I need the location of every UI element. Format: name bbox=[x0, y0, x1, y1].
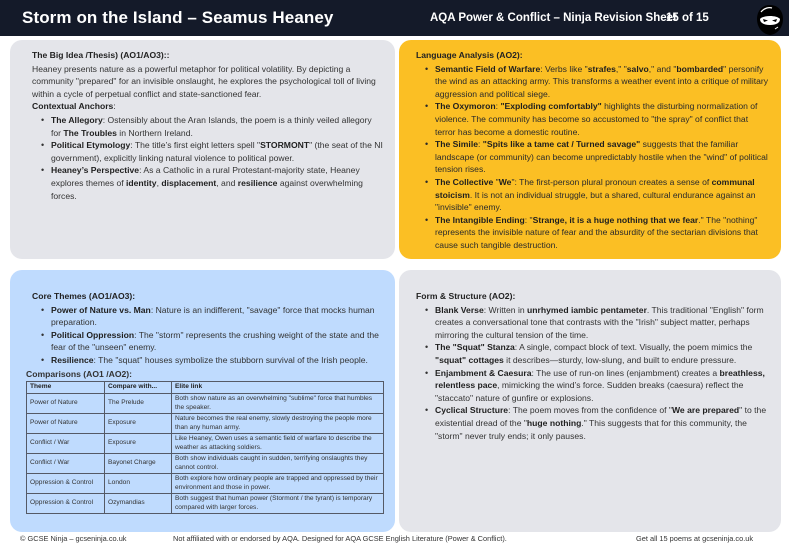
list-item: • Political Oppression: The "storm" represents the crushing weight of the state and the fear of the "unseen" enemy. bbox=[41, 329, 383, 354]
list-item: • Cyclical Structure: The poem moves from the confidence of "We are prepared" to the existential dread of the "huge nothing." This suggests that for this community, the "storm" never truly ends; it only pauses. bbox=[425, 404, 769, 442]
list-item: • Heaney’s Perspective: As a Catholic in a rural Protestant-majority state, Heaney explores themes of identity, displacement, and resilience against overwhelming forces. bbox=[41, 164, 383, 202]
themes-list bbox=[41, 304, 383, 367]
language-panel bbox=[399, 40, 781, 259]
disclaimer-text: Not affiliated with or endorsed by AQA. Designed for AQA GCSE English Literature (Power & Conflict). bbox=[173, 534, 507, 543]
table-row: Power of Nature Exposure Nature becomes the real enemy, slowly destroying the people more than any human army. bbox=[27, 414, 384, 434]
page-header bbox=[0, 0, 789, 36]
table-row: Oppression & Control London Both explore how ordinary people are trapped and oppressed by their environment and those in power. bbox=[27, 474, 384, 494]
form-structure-panel bbox=[399, 270, 781, 532]
comparisons-table bbox=[26, 381, 384, 514]
list-item: • Power of Nature vs. Man: Nature is an indifferent, "savage" force that mocks human preparation. bbox=[41, 304, 383, 329]
list-item: • Blank Verse: Written in unrhymed iambic pentameter. This traditional "English" form creates a conversational tone that contrasts with the "Irish" subject matter, perhaps mirroring the cultural tension of the time. bbox=[425, 304, 769, 342]
list-item: • The Simile: "Spits like a tame cat / Turned savage" suggests that the familiar landscape (or community) can become unpredictably hostile when the "wind" of political tension rises. bbox=[425, 138, 769, 176]
table-row: Power of Nature The Prelude Both show nature as an overwhelming "sublime" force that humbles the speaker. bbox=[27, 394, 384, 414]
list-item: • Political Etymology: The title’s first eight letters spell "STORMONT" (the seat of the NI government), explicitly linking natural violence to political power. bbox=[41, 139, 383, 164]
list-item: • The Intangible Ending: "Strange, it is a huge nothing that we fear." The "nothing" represents the invisible nature of fear and the absurdity of the sectarian divisions that cause such tangible destruction. bbox=[425, 214, 769, 252]
comparisons-heading: Comparisons (AO1 /AO2): bbox=[26, 368, 133, 379]
language-list bbox=[425, 63, 769, 252]
language-heading: Language Analysis (AO2): bbox=[416, 50, 523, 60]
list-item: • The Oxymoron: "Exploding comfortably" highlights the disturbing normalization of violence. The community has become so accustomed to "the spray" of conflict that terror has become a domestic routine. bbox=[425, 100, 769, 138]
form-heading: Form & Structure (AO2): bbox=[416, 291, 516, 301]
context-heading: Contextual Anchors: bbox=[32, 101, 116, 112]
sheet-subtitle: AQA Power & Conflict – Ninja Revision Sheet bbox=[430, 12, 677, 24]
column-header: Compare with... bbox=[105, 382, 172, 394]
list-item: • The "Squat" Stanza: A single, compact block of text. Visually, the poem mimics the "squat" cottages it describes—sturdy, low-slung, and built to endure pressure. bbox=[425, 341, 769, 366]
copyright-text: © GCSE Ninja – gcseninja.co.uk bbox=[20, 534, 127, 543]
page-title: Storm on the Island – Seamus Heaney bbox=[22, 8, 334, 27]
table-row: Oppression & Control Ozymandias Both suggest that human power (Stormont / the tyrant) is temporary compared with larger forces. bbox=[27, 494, 384, 514]
page-number: 15 of 15 bbox=[666, 12, 709, 24]
themes-panel bbox=[10, 270, 395, 532]
ninja-mask-icon bbox=[755, 4, 785, 36]
page-footer bbox=[0, 533, 789, 545]
thesis-panel bbox=[10, 40, 395, 259]
list-item: • The Allegory: Ostensibly about the Aran Islands, the poem is a thinly veiled allegory for The Troubles in Northern Ireland. bbox=[41, 114, 383, 139]
themes-heading: Core Themes (AO1/AO3): bbox=[32, 291, 136, 301]
thesis-body: Heaney presents nature as a powerful metaphor for political volatility. By depicting a community "prepared" for an invisible onslaught, he explores the psychological toll of living within a cycle of perpetual conflict and state-sanctioned fear. bbox=[32, 63, 376, 99]
thesis-heading: The Big Idea /Thesis) (AO1/AO3):: bbox=[32, 50, 170, 60]
context-list bbox=[41, 114, 383, 202]
list-item: • Semantic Field of Warfare: Verbs like "strafes," "salvo," and "bombarded" personify the wind as an attacking army. This transforms a weather event into a critique of military aggression and political siege. bbox=[425, 63, 769, 101]
table-row: Conflict / War Bayonet Charge Both show individuals caught in sudden, terrifying onslaughts they cannot control. bbox=[27, 454, 384, 474]
column-header: Elite link bbox=[172, 382, 384, 394]
table-header-row bbox=[27, 382, 384, 394]
list-item: • The Collective "We": The first-person plural pronoun creates a sense of communal stoicism. It is not an individual struggle, but a shared, cultural endurance against an "invisible" enemy. bbox=[425, 176, 769, 214]
list-item: • Resilience: The "squat" houses symbolize the stubborn survival of the Irish people. bbox=[41, 354, 383, 367]
website-link[interactable]: Get all 15 poems at gcseninja.co.uk bbox=[636, 534, 754, 543]
list-item: • Enjambment & Caesura: The use of run-on lines (enjambment) creates a breathless, relentless pace, mimicking the wind’s force. Sudden breaks (caesura) reflect the "staccato" nature of gunfire or explosions. bbox=[425, 367, 769, 405]
form-list bbox=[425, 304, 769, 443]
table-row: Conflict / War Exposure Like Heaney, Owen uses a semantic field of warfare to describe the weather as attacking soldiers. bbox=[27, 434, 384, 454]
column-header: Theme bbox=[27, 382, 105, 394]
